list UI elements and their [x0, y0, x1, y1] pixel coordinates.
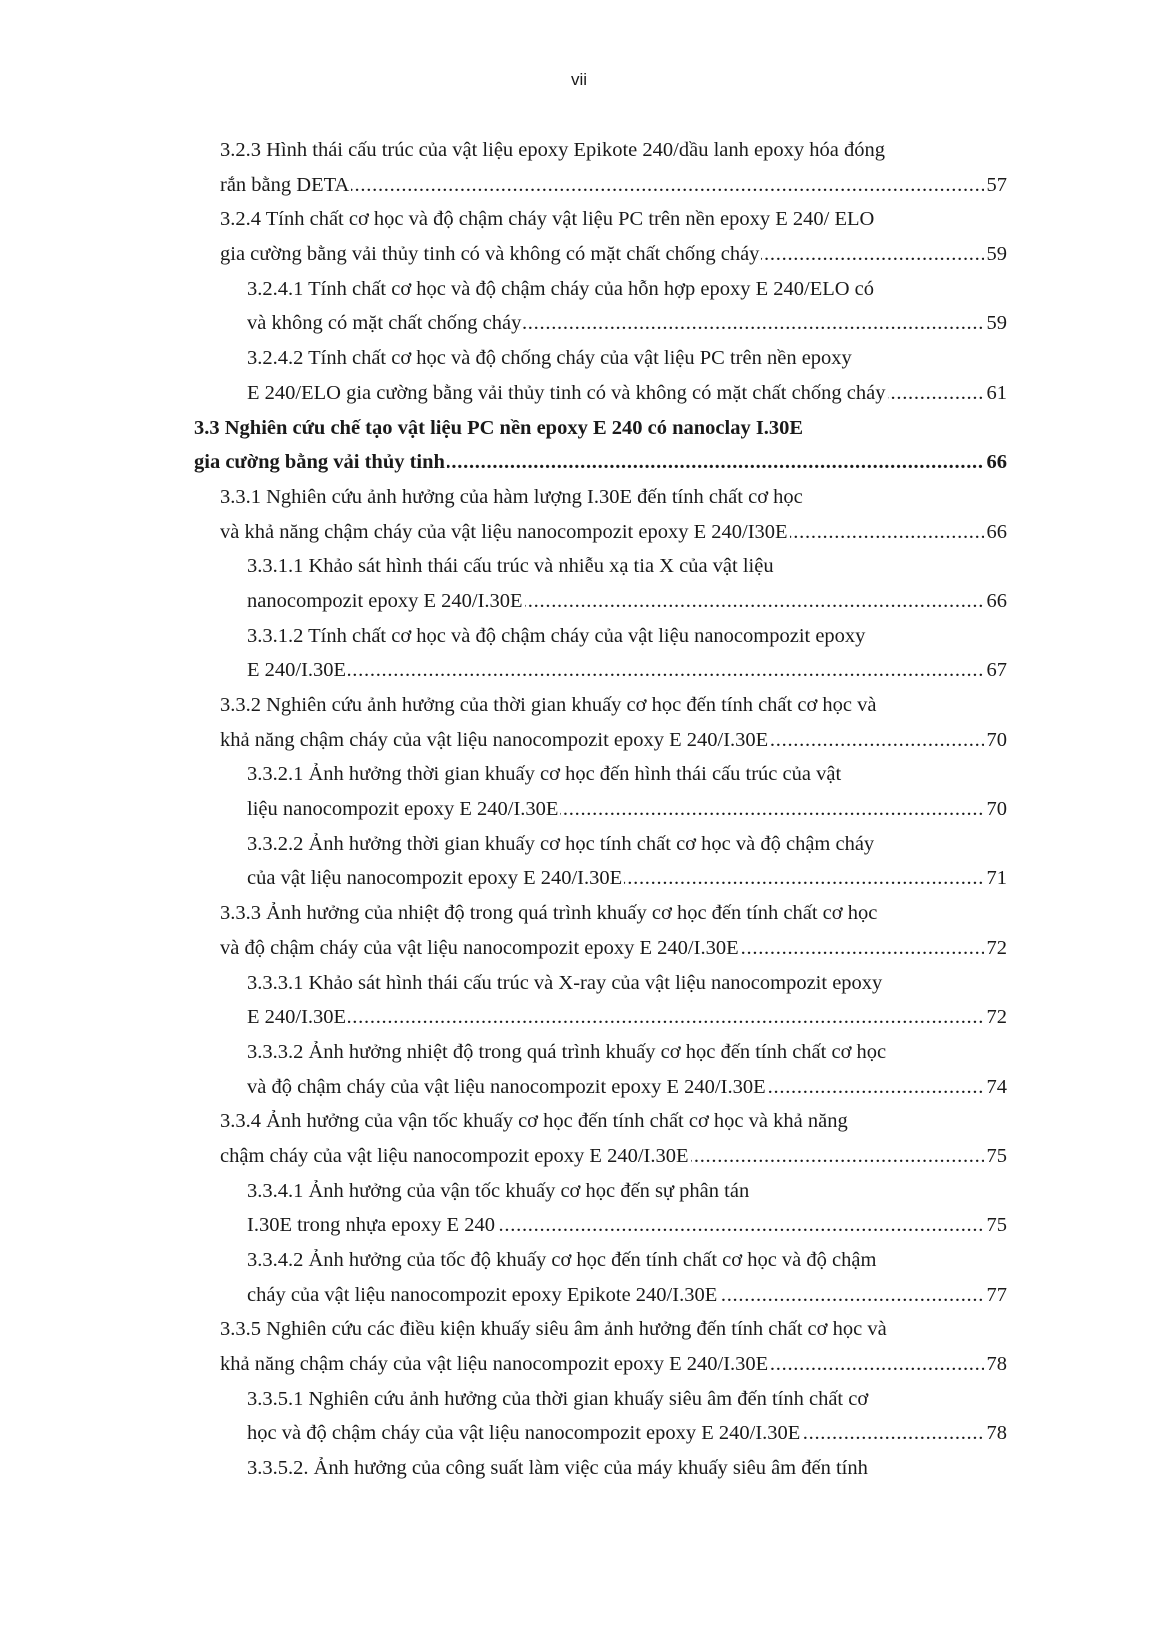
table-of-contents: [0, 133, 1158, 1486]
toc-entry-text: gia cường bằng vải thủy tinh: [194, 451, 445, 474]
toc-entry-line: [247, 1243, 1007, 1278]
toc-page-number: 78: [984, 1416, 1008, 1451]
toc-entry-line: [247, 1174, 1007, 1209]
toc-entry[interactable]: [0, 1104, 1158, 1173]
toc-entry[interactable]: [0, 202, 1158, 271]
toc-entry[interactable]: [0, 896, 1158, 965]
toc-page-number: 57: [984, 168, 1008, 203]
toc-entry[interactable]: [0, 133, 1158, 202]
toc-entry[interactable]: [0, 827, 1158, 896]
toc-page-number: 59: [984, 237, 1008, 272]
toc-entry-line: [220, 1347, 1007, 1382]
toc-entry-text: 3.3.4.2 Ảnh hưởng của tốc độ khuấy cơ học đến tính chất cơ học và độ chậm: [247, 1249, 877, 1271]
toc-entry-text: 3.3.5 Nghiên cứu các điều kiện khuấy siêu âm ảnh hưởng đến tính chất cơ học và: [220, 1318, 887, 1341]
toc-entry-line: [247, 272, 1007, 307]
toc-page-number: 78: [984, 1347, 1008, 1382]
toc-page-number: 70: [984, 792, 1008, 827]
toc-entry-text: 3.3.3.2 Ảnh hưởng nhiệt độ trong quá trình khuấy cơ học đến tính chất cơ học: [247, 1040, 887, 1063]
toc-entry-line: [247, 549, 1007, 584]
toc-entry-text: E 240/ELO gia cường bằng vải thủy tinh có và không có mặt chất chống cháy: [247, 381, 886, 404]
toc-entry-line: [247, 306, 1007, 341]
toc-page-number: 67: [984, 653, 1008, 688]
toc-page-number: 61: [984, 376, 1008, 411]
toc-entry-line: [247, 1035, 1007, 1070]
toc-entry-line: [220, 168, 1007, 203]
toc-entry-line: [247, 1382, 1007, 1417]
toc-entry-line: [247, 1000, 1007, 1035]
toc-entry-text: 3.3.1 Nghiên cứu ảnh hưởng của hàm lượng I.30E đến tính chất cơ học: [220, 485, 803, 508]
toc-entry-line: [247, 1208, 1007, 1243]
toc-entry[interactable]: [0, 272, 1158, 341]
toc-entry[interactable]: [0, 1243, 1158, 1312]
toc-page-number: 66: [984, 584, 1008, 619]
toc-entry-text: khả năng chậm cháy của vật liệu nanocompozit epoxy E 240/I.30E: [220, 728, 769, 751]
toc-entry-text: nanocompozit epoxy E 240/I.30E: [247, 589, 523, 612]
toc-entry[interactable]: [0, 1312, 1158, 1381]
toc-page-number: 70: [984, 723, 1008, 758]
toc-entry-text: I.30E trong nhựa epoxy E 240: [247, 1214, 495, 1237]
toc-entry-text: chậm cháy của vật liệu nanocompozit epoxy E 240/I.30E: [220, 1144, 689, 1167]
toc-entry-text: và không có mặt chất chống cháy: [247, 312, 522, 335]
toc-entry[interactable]: [0, 480, 1158, 549]
toc-entry-line: [247, 341, 1007, 376]
toc-entry-line: [220, 1139, 1007, 1174]
toc-entry-text: E 240/I.30E: [247, 659, 347, 682]
toc-entry-text: của vật liệu nanocompozit epoxy E 240/I.30E: [247, 867, 623, 890]
toc-entry-line: [247, 584, 1007, 619]
toc-entry-text: học và độ chậm cháy của vật liệu nanocompozit epoxy E 240/I.30E: [247, 1422, 801, 1445]
toc-entry-text: 3.3 Nghiên cứu chế tạo vật liệu PC nền epoxy E 240 có nanoclay I.30E: [194, 416, 804, 439]
toc-entry-line: [220, 480, 1007, 515]
toc-entry-text: 3.3.5.2. Ảnh hưởng của công suất làm việc của máy khuấy siêu âm đến tính: [247, 1457, 868, 1480]
toc-entry-text: khả năng chậm cháy của vật liệu nanocompozit epoxy E 240/I.30E: [220, 1353, 769, 1376]
toc-entry-text: 3.2.4.2 Tính chất cơ học và độ chống cháy của vật liệu PC trên nền epoxy: [247, 347, 852, 370]
toc-entry-text: 3.3.2.1 Ảnh hưởng thời gian khuấy cơ học đến hình thái cấu trúc của vật: [247, 763, 842, 786]
toc-entry[interactable]: [0, 757, 1158, 826]
toc-entry-text: và khả năng chậm cháy của vật liệu nanocompozit epoxy E 240/I30E: [220, 520, 788, 543]
toc-entry-line: [247, 966, 1007, 1001]
toc-page-number: 72: [984, 1000, 1008, 1035]
toc-entry-text: cháy của vật liệu nanocompozit epoxy Epikote 240/I.30E: [247, 1283, 718, 1306]
toc-entry-text: 3.2.4 Tính chất cơ học và độ chậm cháy vật liệu PC trên nền epoxy E 240/ ELO: [220, 208, 875, 231]
toc-entry[interactable]: [0, 688, 1158, 757]
toc-entry-line: [247, 619, 1007, 654]
toc-page-number: 77: [984, 1278, 1008, 1313]
toc-entry-line: [247, 653, 1007, 688]
toc-entry-line: [247, 757, 1007, 792]
toc-entry[interactable]: [0, 966, 1158, 1035]
toc-entry[interactable]: [0, 1382, 1158, 1451]
toc-entry-line: [220, 896, 1007, 931]
toc-entry-text: 3.3.5.1 Nghiên cứu ảnh hưởng của thời gian khuấy siêu âm đến tính chất cơ: [247, 1387, 869, 1410]
toc-entry-line: [247, 376, 1007, 411]
toc-entry-text: rắn bằng DETA: [220, 173, 350, 196]
toc-entry[interactable]: [0, 1174, 1158, 1243]
toc-entry[interactable]: [0, 341, 1158, 410]
toc-entry-line: [220, 931, 1007, 966]
toc-entry-text: liệu nanocompozit epoxy E 240/I.30E: [247, 798, 559, 821]
toc-entry-text: 3.3.1.2 Tính chất cơ học và độ chậm cháy của vật liệu nanocompozit epoxy: [247, 624, 866, 647]
toc-entry-line: [247, 792, 1007, 827]
toc-entry-text: 3.3.3.1 Khảo sát hình thái cấu trúc và X-ray của vật liệu nanocompozit epoxy: [247, 971, 883, 994]
toc-entry-text: E 240/I.30E: [247, 1006, 347, 1029]
toc-entry-text: và độ chậm cháy của vật liệu nanocompozit epoxy E 240/I.30E: [220, 936, 739, 959]
toc-entry-line: [247, 827, 1007, 862]
toc-entry-line: [220, 723, 1007, 758]
toc-entry[interactable]: [0, 1451, 1158, 1486]
toc-entry-text: 3.3.2 Nghiên cứu ảnh hưởng của thời gian khuấy cơ học đến tính chất cơ học và: [220, 694, 877, 716]
toc-entry[interactable]: [0, 411, 1158, 480]
toc-entry-text: 3.3.3 Ảnh hưởng của nhiệt độ trong quá trình khuấy cơ học đến tính chất cơ học: [220, 902, 878, 925]
toc-entry-line: [247, 1416, 1007, 1451]
toc-page-number: 75: [984, 1139, 1008, 1174]
toc-entry-line: [220, 688, 1007, 723]
page-number: vii: [570, 70, 588, 89]
toc-entry-line: [220, 202, 1007, 237]
toc-page-number: 75: [984, 1208, 1008, 1243]
toc-entry-line: [194, 411, 1007, 446]
toc-entry-line: [247, 1278, 1007, 1313]
toc-entry-line: [220, 515, 1007, 550]
toc-entry-text: và độ chậm cháy của vật liệu nanocompozit epoxy E 240/I.30E: [247, 1075, 766, 1098]
toc-entry-text: 3.2.3 Hình thái cấu trúc của vật liệu epoxy Epikote 240/dầu lanh epoxy hóa đóng: [220, 139, 885, 161]
toc-entry-line: [220, 1104, 1007, 1139]
toc-entry-text: 3.2.4.1 Tính chất cơ học và độ chậm cháy của hỗn hợp epoxy E 240/ELO có: [247, 277, 875, 300]
toc-entry[interactable]: [0, 1035, 1158, 1104]
toc-entry-text: 3.3.1.1 Khảo sát hình thái cấu trúc và nhiễu xạ tia X của vật liệu: [247, 555, 774, 578]
toc-entry-line: [247, 1451, 1007, 1486]
toc-entry-line: [220, 1312, 1007, 1347]
toc-entry[interactable]: [0, 549, 1158, 618]
toc-page-number: 74: [984, 1070, 1008, 1105]
toc-page-number: 66: [984, 515, 1008, 550]
toc-page-number: 59: [984, 306, 1008, 341]
toc-entry-line: [247, 1070, 1007, 1105]
toc-entry-text: 3.3.4 Ảnh hưởng của vận tốc khuấy cơ học đến tính chất cơ học và khả năng: [220, 1110, 848, 1133]
toc-entry-text: 3.3.4.1 Ảnh hưởng của vận tốc khuấy cơ học đến sự phân tán: [247, 1179, 750, 1202]
toc-page-number: 72: [984, 931, 1008, 966]
toc-entry-line: [220, 133, 1007, 168]
toc-entry-text: gia cường bằng vải thủy tinh có và không có mặt chất chống cháy: [220, 243, 760, 266]
toc-entry-line: [194, 445, 1007, 480]
toc-page-number: 66: [984, 445, 1008, 480]
toc-entry-line: [220, 237, 1007, 272]
toc-entry-line: [247, 861, 1007, 896]
toc-entry-text: 3.3.2.2 Ảnh hưởng thời gian khuấy cơ học tính chất cơ học và độ chậm cháy: [247, 832, 875, 855]
toc-page-number: 71: [984, 861, 1008, 896]
toc-entry[interactable]: [0, 619, 1158, 688]
